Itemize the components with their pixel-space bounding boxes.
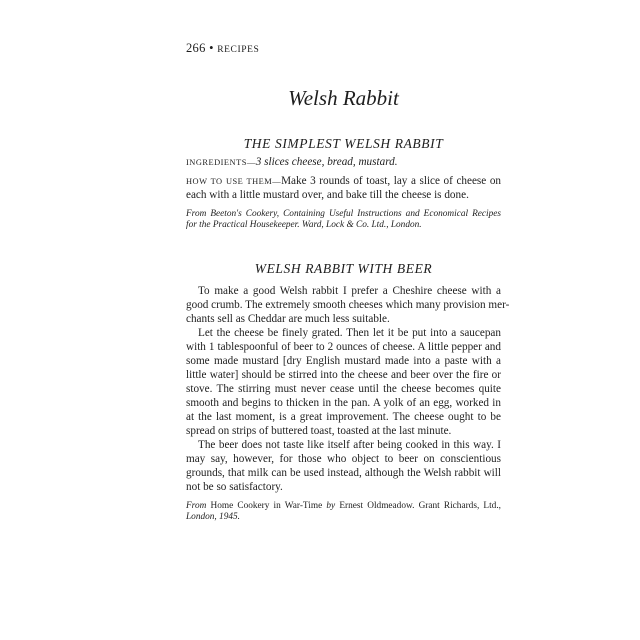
howto-line-2: each with a little mustard over, and bake till the cheese is done. [186, 189, 469, 201]
body-line: good crumb. The extremely smooth cheeses which many provision mer- [186, 299, 510, 311]
body-line: at the last moment, is a great improvement. The cheese ought to be [186, 411, 501, 423]
ingredients-text: 3 slices cheese, bread, mustard. [255, 156, 398, 168]
body-line: stove. The stirring must never cease until the cheese becomes quite [186, 383, 501, 395]
body-line: with 1 tablespoonful of beer to 2 ounces of cheese. A little pepper and [186, 341, 501, 353]
source-publisher: Ward, Lock & Co. Ltd., London. [299, 220, 422, 230]
source-line-1: From Beeton's Cookery, Containing Useful Instructions and Economical Recipes [186, 209, 501, 219]
source-book-title: Home Cookery in War-Time [206, 501, 327, 511]
ingredients-line [186, 155, 501, 170]
howto-label: HOW TO USE THEM— [186, 177, 282, 186]
separator-bullet: • [209, 41, 214, 55]
ingredients-label: INGREDIENTS— [186, 158, 256, 167]
source-line-1 [186, 501, 501, 512]
source-line-2-roman: for the Practical Housekeeper. [186, 220, 300, 230]
body-line: Let the cheese be finely grated. Then let it be put into a saucepan [198, 327, 501, 339]
body-line: The beer does not taste like itself after being cooked in this way. I [198, 439, 501, 451]
body-line: not be so satisfactory. [186, 481, 283, 493]
body-line: spread on strips of buttered toast, toasted at the last minute. [186, 425, 452, 437]
source-from: From [186, 501, 207, 511]
section-name: RECIPES [217, 45, 260, 55]
howto-line-1 [186, 174, 501, 189]
source-line-2: London, 1945. [186, 512, 240, 522]
body-line: some made mustard [dry English mustard made into a paste with a [186, 355, 501, 367]
recipe-heading-with-beer: WELSH RABBIT WITH BEER [254, 261, 433, 276]
source-author: Ernest Oldmeadow. Grant Richards, Ltd., [335, 501, 501, 511]
page-title: Welsh Rabbit [288, 86, 399, 110]
body-line: little water] should be stirred into the cheese and beer over the fire or [186, 369, 501, 381]
howto-text-1: Make 3 rounds of toast, lay a slice of cheese on [281, 175, 502, 187]
source-by: by [326, 501, 336, 511]
body-line: grounds, that milk can be used instead, although the Welsh rabbit will [186, 467, 501, 479]
body-line: smooth and begins to thicken in the pan. A yolk of an egg, worked in [186, 397, 501, 409]
recipe-heading-simplest: THE SIMPLEST WELSH RABBIT [243, 136, 444, 151]
body-line: chants sell as Cheddar are much less suitable. [186, 313, 390, 325]
body-line: To make a good Welsh rabbit I prefer a Cheshire cheese with a [198, 285, 501, 297]
page-number: 266 [186, 41, 206, 55]
running-head [186, 41, 259, 56]
body-line: may say, however, for those who object to beer on conscientious [186, 453, 501, 465]
source-line-2 [186, 220, 501, 231]
